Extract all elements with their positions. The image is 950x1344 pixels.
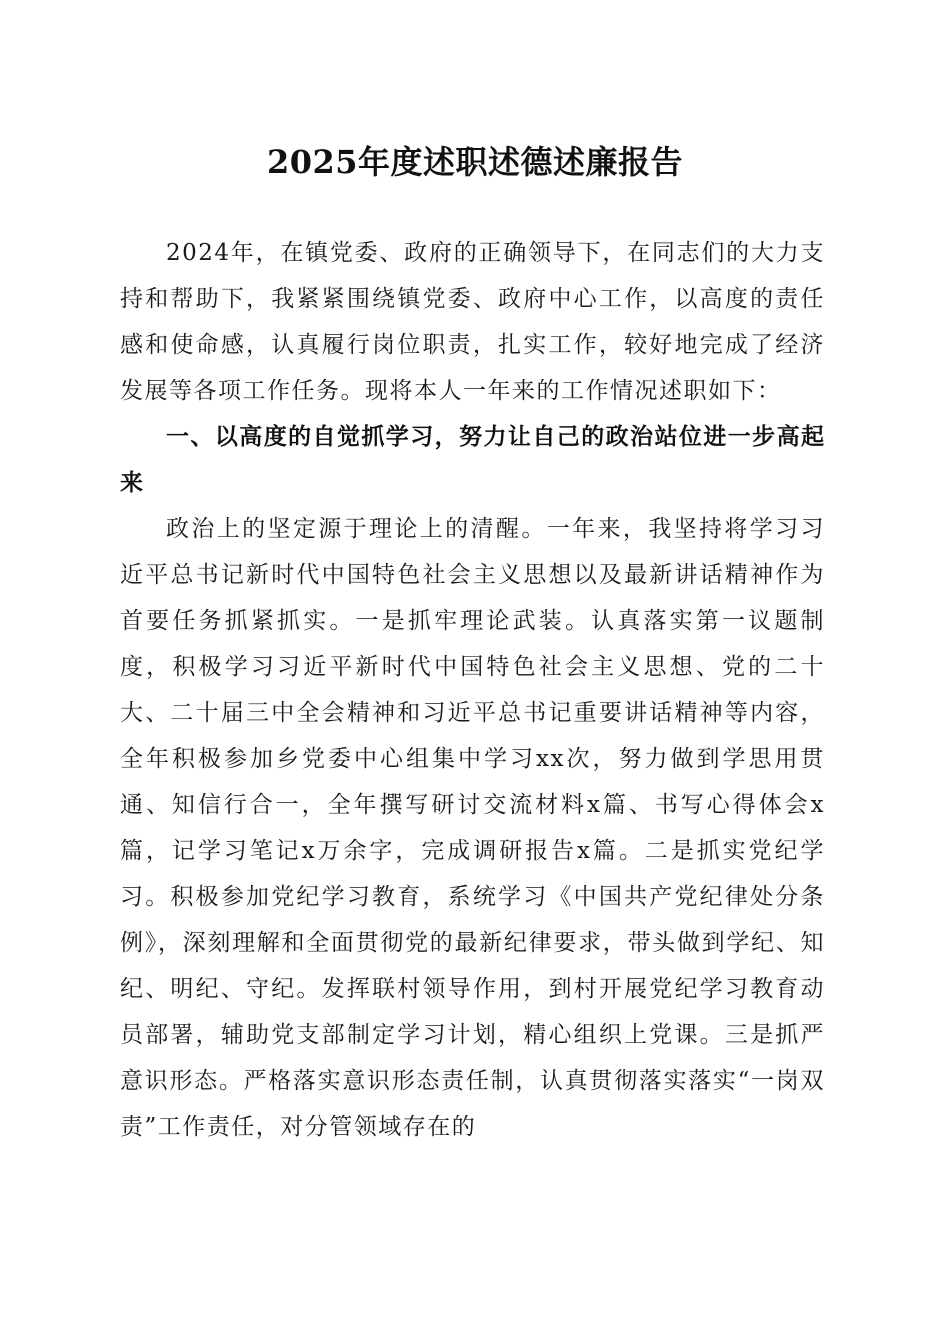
document-body [120,230,825,1150]
section-1-paragraph: 政治上的坚定源于理论上的清醒。一年来，我坚持将学习习近平总书记新时代中国特色社会主义思想以及最新讲话精神作为首要任务抓紧抓实。一是抓牢理论武装。认真落实第一议题制度，积极学习习近平新时代中国特色社会主义思想、党的二十大、二十届三中全会精神和习近平总书记重要讲话精神等内容，全年积极参加乡党委中心组集中学习xx次，努力做到学思用贯通、知信行合一，全年撰写研讨交流材料x篇、书写心得体会x篇，记学习笔记x万余字，完成调研报告x篇。二是抓实党纪学习。积极参加党纪学习教育，系统学习《中国共产党纪律处分条例》，深刻理解和全面贯彻党的最新纪律要求，带头做到学纪、知纪、明纪、守纪。发挥联村领导作用，到村开展党纪学习教育动员部署，辅助党支部制定学习计划，精心组织上党课。三是抓严意识形态。严格落实意识形态责任制，认真贯彻落实落实“一岗双责”工作责任，对分管领域存在的 [120,516,825,1140]
intro-paragraph: 2024年，在镇党委、政府的正确领导下，在同志们的大力支持和帮助下，我紧紧围绕镇党委、政府中心工作，以高度的责任感和使命感，认真履行岗位职责，扎实工作，较好地完成了经济发展等各项工作任务。现将本人一年来的工作情况述职如下： [120,240,825,404]
document-title: 2025年度述职述德述廉报告 [266,143,684,181]
section-1-heading: 一、以高度的自觉抓学习，努力让自己的政治站位进一步高起来 [120,424,825,496]
